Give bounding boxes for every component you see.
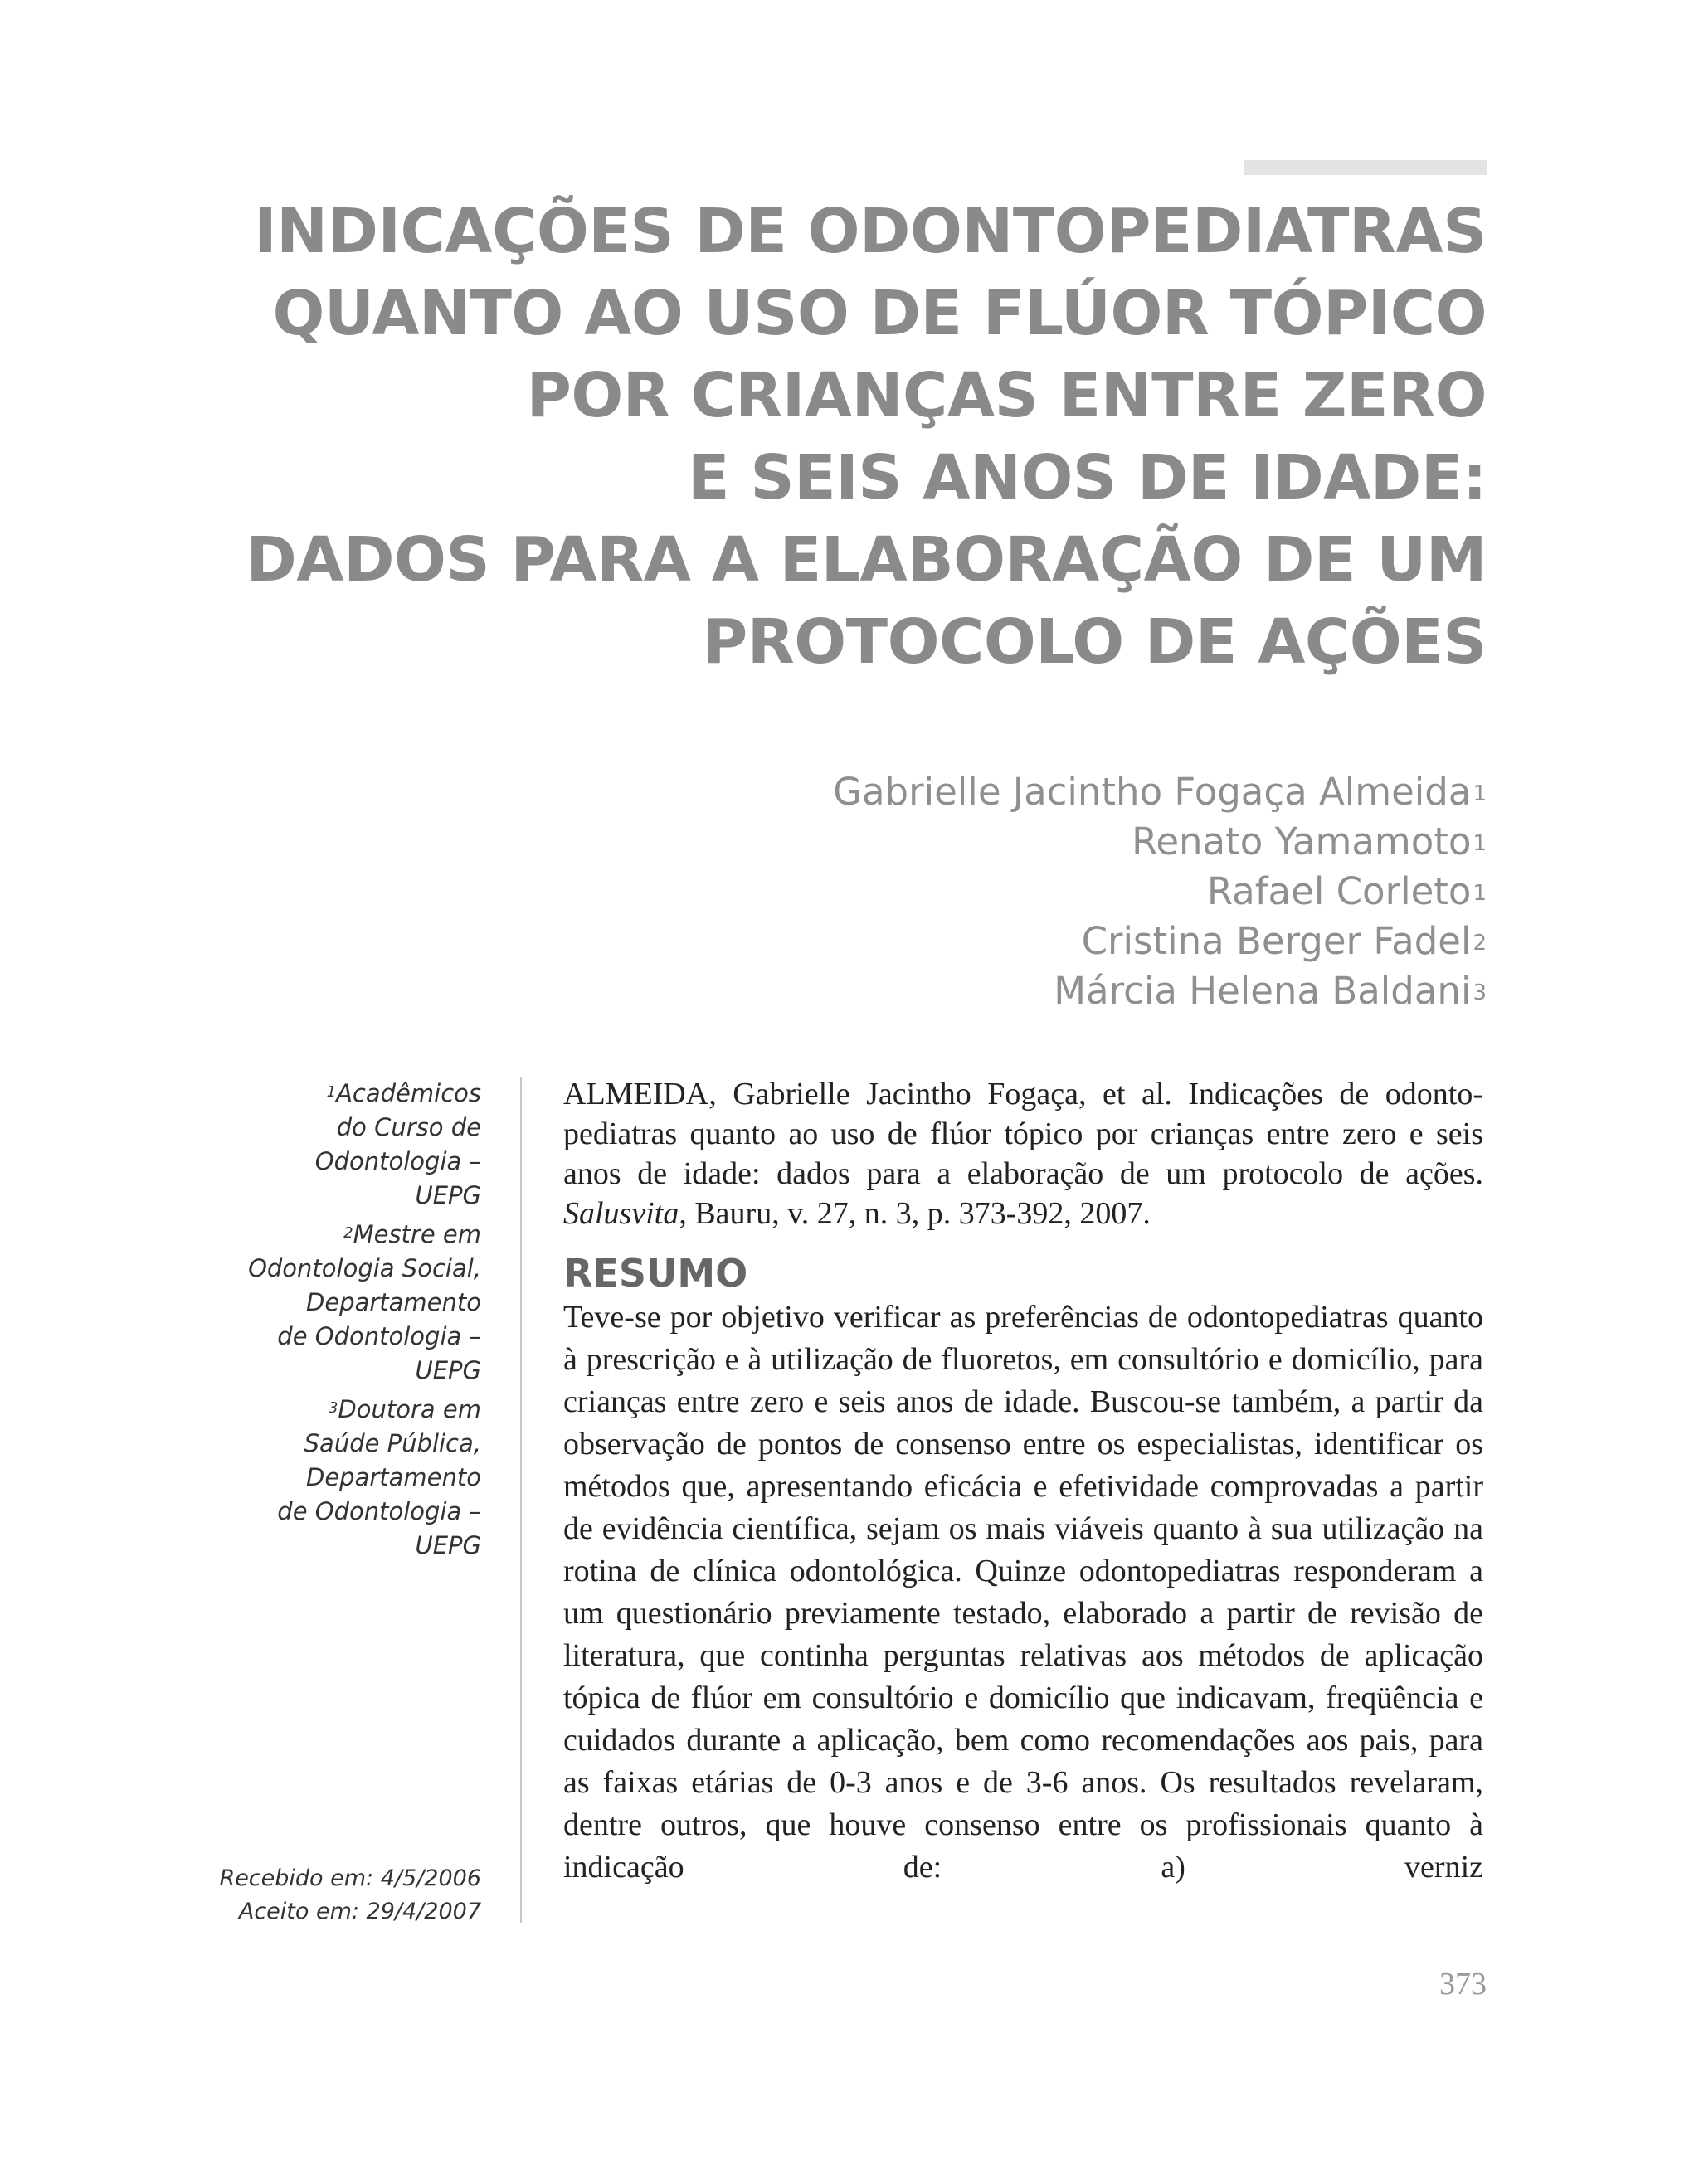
accepted-date: Aceito em: 29/4/2007 <box>238 1899 481 1924</box>
affiliation-text: Acadêmicos do Curso de Odontologia – UEPG <box>314 1079 481 1209</box>
title-line: E SEIS ANOS DE IDADE: <box>688 442 1487 513</box>
article-title <box>159 191 1487 683</box>
main-column <box>563 1074 1483 1889</box>
column-divider <box>520 1077 522 1923</box>
affiliation-note <box>216 1393 481 1563</box>
citation <box>563 1074 1483 1233</box>
affiliation-text: Mestre em Odontologia Social, Departamento de Odontologia – UEPG <box>248 1220 481 1384</box>
affiliation-note <box>216 1218 481 1388</box>
citation-journal: Salusvita <box>563 1196 679 1231</box>
affiliation-marker: 3 <box>328 1399 338 1417</box>
received-date: Recebido em: 4/5/2006 <box>219 1865 481 1891</box>
author-name: Rafael Corleto <box>1206 869 1472 913</box>
title-line: INDICAÇÕES DE ODONTOPEDIATRAS <box>254 196 1487 267</box>
affiliation-note <box>216 1077 481 1213</box>
author-affiliation-marker: 1 <box>1473 831 1487 856</box>
abstract-text: Teve-se por objetivo verificar as preferências de odontopediatras quanto à prescrição e à utilização de fluoretos, em consultório e domicílio, para crianças entre zero e seis anos de idade. Buscou-se também, a partir da observação de pontos de consenso entre os especialistas, identificar os métodos que, apresentando eficácia e efetividade comprovadas a partir de evidência científica, sejam os mais viáveis quanto à sua utilização na rotina de clínica odontológica. Quinze odontopediatras responderam a um questionário previamente testado, elaborado a partir de revisão de literatura, que continha perguntas relativas aos métodos de aplicação tópica de flúor em consultório e domicílio que indicavam, freqüência e cuidados durante a aplicação, bem como recomendações aos pais, para as faixas etárias de 0-3 anos e de 3-6 anos. Os resultados revelaram, dentre outros, que houve consenso entre os profissionais quanto à indicação de: a) verniz <box>563 1300 1483 1885</box>
title-line: POR CRIANÇAS ENTRE ZERO <box>526 360 1487 431</box>
author-name: Renato Yamamoto <box>1132 820 1472 863</box>
citation-text: ALMEIDA, Gabrielle Jacintho Fogaça, et al. Indicações de odonto-pediatras quanto ao uso de flúor tópico por crianças entre zero e seis anos de idade: dados para a elaboração de um protocolo de ações. <box>563 1077 1483 1191</box>
author-name: Cristina Berger Fadel <box>1081 919 1472 963</box>
affiliations-sidebar <box>216 1077 481 1568</box>
title-line: PROTOCOLO DE AÇÕES <box>703 606 1487 678</box>
author <box>740 966 1487 1016</box>
abstract-heading: RESUMO <box>563 1251 748 1296</box>
affiliation-text: Doutora em Saúde Pública, Departamento de Odontologia – UEPG <box>277 1395 481 1559</box>
author-affiliation-marker: 2 <box>1473 931 1487 956</box>
affiliation-marker: 1 <box>326 1083 337 1101</box>
author-affiliation-marker: 3 <box>1473 980 1487 1005</box>
author-name: Márcia Helena Baldani <box>1054 969 1472 1013</box>
author-name: Gabrielle Jacintho Fogaça Almeida <box>833 770 1472 814</box>
submission-dates <box>191 1862 481 1929</box>
author-affiliation-marker: 1 <box>1473 881 1487 906</box>
title-line: DADOS PARA A ELABORAÇÃO DE UM <box>246 524 1487 596</box>
author-affiliation-marker: 1 <box>1473 781 1487 806</box>
author <box>740 767 1487 817</box>
author <box>740 817 1487 867</box>
author <box>740 917 1487 966</box>
citation-details: , Bauru, v. 27, n. 3, p. 373-392, 2007. <box>679 1196 1151 1231</box>
author <box>740 867 1487 917</box>
decorative-accent-bar <box>1244 160 1487 175</box>
title-line: QUANTO AO USO DE FLÚOR TÓPICO <box>272 278 1487 349</box>
page-number: 373 <box>1439 1967 1487 2002</box>
author-list <box>740 767 1487 1016</box>
affiliation-marker: 2 <box>343 1224 353 1242</box>
